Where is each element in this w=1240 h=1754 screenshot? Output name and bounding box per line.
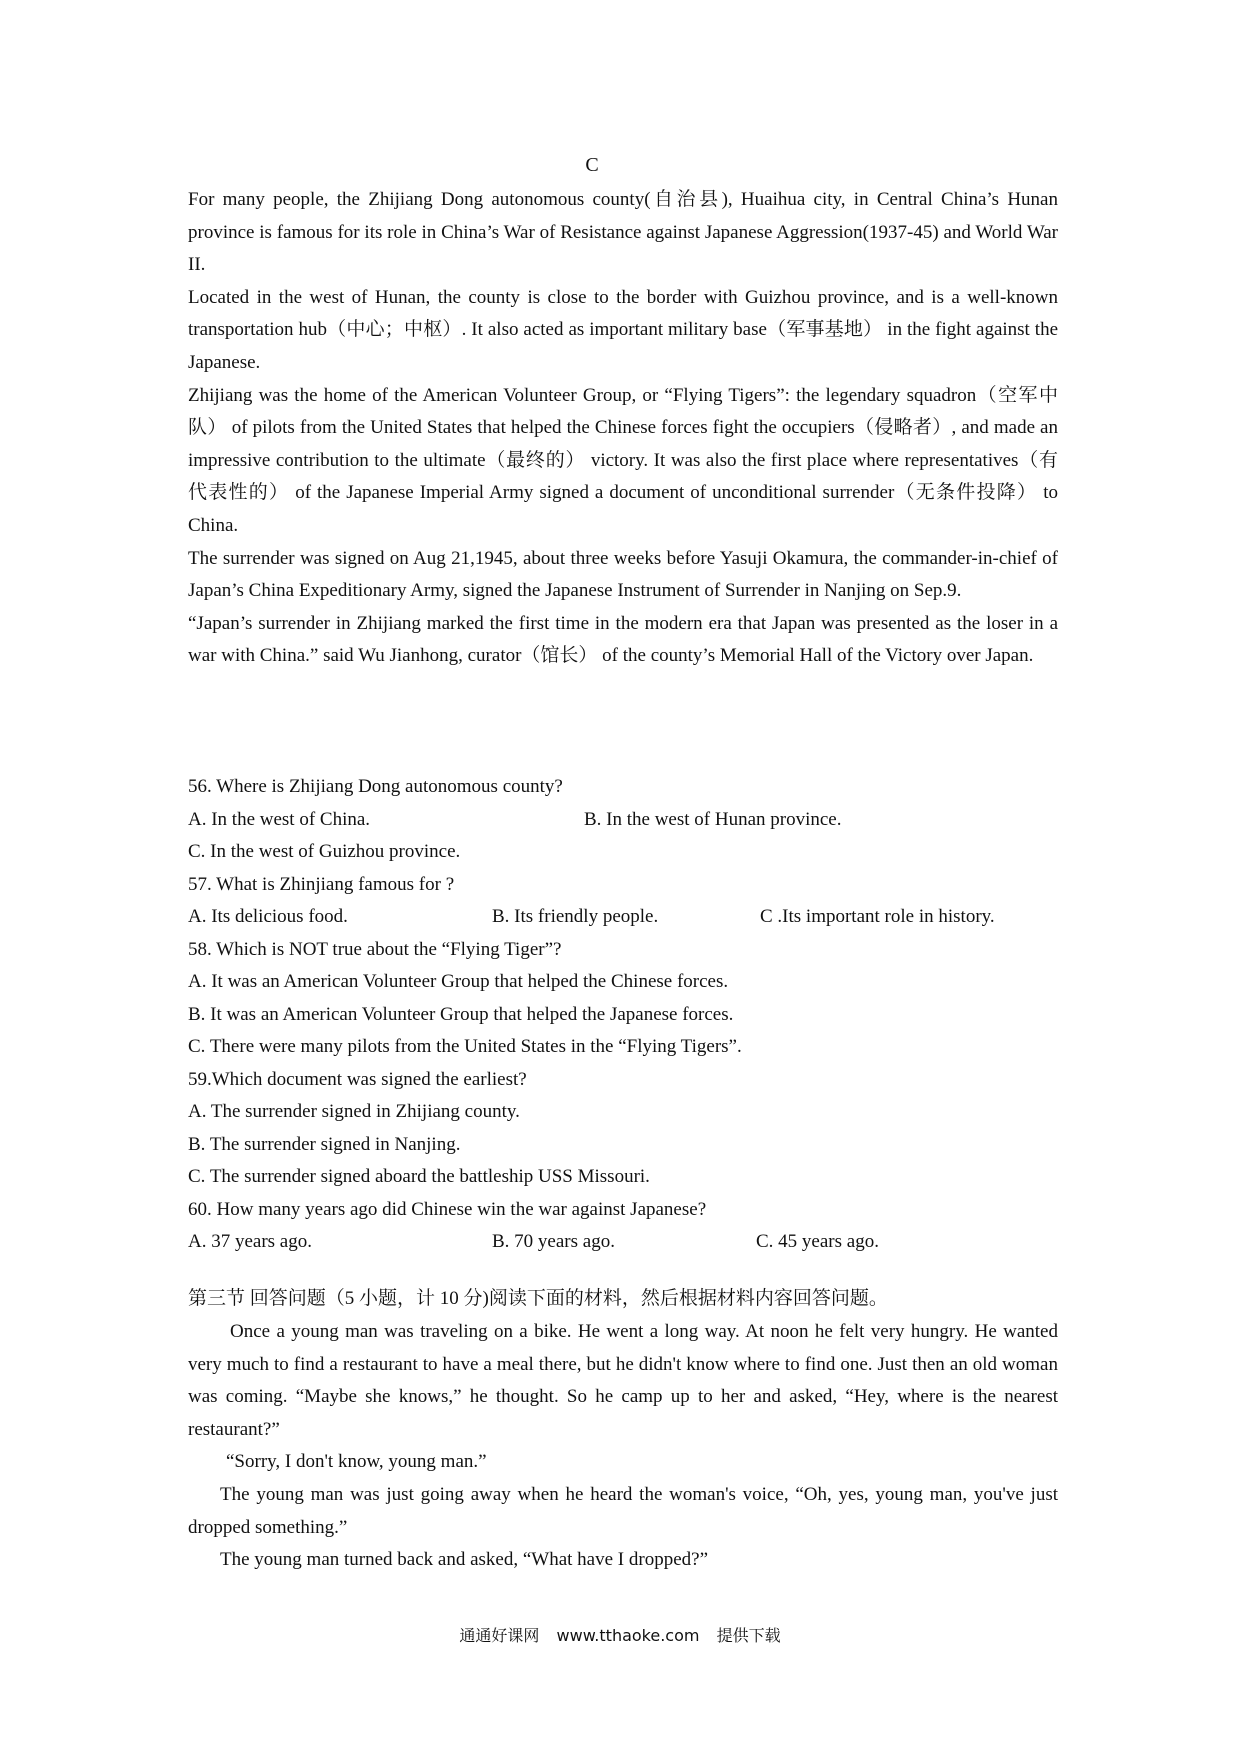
- passage-paragraph: For many people, the Zhijiang Dong autonomous county(自治县), Huaihua city, in Central China’s Hunan province is famous for its role in China’s War of Resistance against Japanese Aggression(1937-45) and World War II.: [188, 189, 1058, 276]
- option-b: B. 70 years ago.: [492, 1231, 615, 1252]
- question-stem: 57. What is Zhinjiang famous for ?: [188, 873, 455, 895]
- footer-suffix: 提供下载: [716, 1626, 781, 1645]
- option-a: A. In the west of China.: [188, 808, 371, 830]
- question-stem: 60. How many years ago did Chinese win the war against Japanese?: [188, 1198, 707, 1220]
- passage-paragraph: Located in the west of Hunan, the county is close to the border with Guizhou province, and is a well-known transportation hub（中心；中枢）. It also acted as important military base（军事基地） in the fight against the Japanese.: [188, 286, 1058, 373]
- story-passage: [188, 1316, 1058, 1577]
- question-list: [188, 771, 1058, 1259]
- option-c: C. In the west of Guizhou province.: [188, 841, 461, 862]
- passage-paragraph: The surrender was signed on Aug 21,1945, about three weeks before Yasuji Okamura, the commander-in-chief of Japan’s China Expeditionary Army, signed the Japanese Instrument of Surrender in Nanjing on Sep.9.: [188, 547, 1058, 602]
- option-c: C. There were many pilots from the United States in the “Flying Tigers”.: [188, 1036, 742, 1057]
- option-c: C. 45 years ago.: [756, 1231, 879, 1252]
- story-paragraph: The young man turned back and asked, “What have I dropped?”: [220, 1549, 708, 1571]
- option-c: C .Its important role in history.: [760, 906, 995, 927]
- section-letter: C: [585, 154, 599, 176]
- question-60: [188, 1194, 1058, 1259]
- section-3-heading: 第三节 回答问题（5 小题，计 10 分)阅读下面的材料，然后根据材料内容回答问题。: [188, 1288, 888, 1309]
- question-stem: 59.Which document was signed the earliest?: [188, 1068, 527, 1090]
- page-footer: [0, 1623, 1240, 1646]
- option-c: C. The surrender signed aboard the battleship USS Missouri.: [188, 1166, 650, 1187]
- passage-paragraph: Zhijiang was the home of the American Volunteer Group, or “Flying Tigers”: the legendary squadron（空军中队） of pilots from the United States that helped the Chinese forces fight the occupiers（侵略者）, and made an impressive contribution to the ultimate（最终的） victory. It was also the first place where representatives（有代表性的） of the Japanese Imperial Army signed a document of unconditional surrender（无条件投降） to China.: [188, 384, 1058, 536]
- passage-paragraph: “Japan’s surrender in Zhijiang marked the first time in the modern era that Japan was presented as the loser in a war with China.” said Wu Jianhong, curator（馆长） of the county’s Memorial Hall of the Victory over Japan.: [188, 612, 1058, 667]
- option-b: B. It was an American Volunteer Group that helped the Japanese forces.: [188, 1003, 734, 1025]
- option-a: A. Its delicious food.: [188, 906, 348, 927]
- footer-url: www.tthaoke.com: [556, 1626, 700, 1645]
- question-stem: 58. Which is NOT true about the “Flying Tiger”?: [188, 938, 562, 960]
- reading-passage: [188, 184, 1058, 673]
- option-a: A. The surrender signed in Zhijiang county.: [188, 1101, 520, 1122]
- question-56: [188, 771, 1058, 869]
- question-57: [188, 869, 1058, 934]
- question-stem: 56. Where is Zhijiang Dong autonomous county?: [188, 776, 563, 797]
- footer-site-name: 通通好课网: [459, 1626, 540, 1645]
- story-paragraph: Once a young man was traveling on a bike. He went a long way. At noon he felt very hungry. He wanted very much to find a restaurant to have a meal there, but he didn't know where to find one. Just then an old woman was coming. “Maybe she knows,” he thought. So he camp up to her and asked, “Hey, where is the nearest restaurant?”: [188, 1321, 1058, 1440]
- option-b: B. The surrender signed in Nanjing.: [188, 1133, 461, 1155]
- option-b: B. In the west of Hunan province.: [584, 808, 842, 830]
- story-paragraph: The young man was just going away when he heard the woman's voice, “Oh, yes, young man, you've just dropped something.”: [188, 1483, 1058, 1538]
- option-a: A. 37 years ago.: [188, 1231, 312, 1252]
- question-59: [188, 1064, 1058, 1194]
- option-a: A. It was an American Volunteer Group that helped the Chinese forces.: [188, 971, 729, 992]
- story-paragraph: “Sorry, I don't know, young man.”: [226, 1451, 487, 1473]
- question-58: [188, 934, 1058, 1064]
- option-b: B. Its friendly people.: [492, 906, 659, 927]
